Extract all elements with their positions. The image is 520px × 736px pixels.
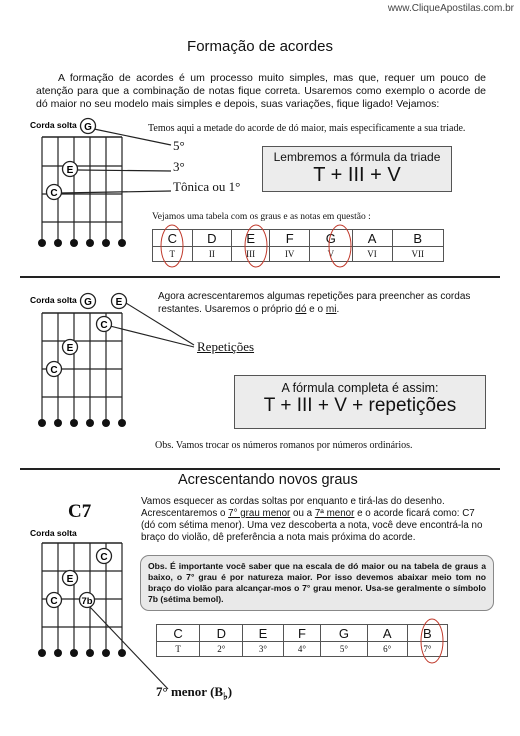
sec3-obs-box: Obs. É importante você saber que na escala de dó maior ou na tabela de graus a baixo, o 7° grau é por natureza maior. Por isso devemos abaixar meio tom no braço do violão para alcançar-mos o 7° grau menor. Usa-se geralmente o símbolo 7b (sétima bemol). [140,555,494,611]
underlined-mi: mi [325,303,337,315]
note-cell: A [352,230,392,247]
note-cell: F [270,230,310,247]
degree-cell: 4° [283,642,321,657]
degree-cell: 6° [367,642,407,657]
table-intro: Vejamos uma tabela com os graus e as notas em questão : [152,212,371,222]
sec2-obs: Obs. Vamos trocar os números romanos por números ordinários. [155,440,413,451]
degree-cell: 2° [200,642,243,657]
underlined-do: dó [295,303,307,315]
label-tonic: Tônica ou 1° [173,179,241,194]
sec3-paragraph: Vamos esquecer as cordas soltas por enquanto e tirá-las do desenho. Acrescentaremos o 7° grau menor ou a 7ª menor e o acorde ficará como: C7 (dó com sétima menor). Uma vez descoberta a nota, você deve encontrá-la no braço do violão, dê preferência a nota mais próxima do acorde. [141,496,483,543]
triad-formula-title: Lembremos a fórmula da triade [273,150,441,164]
sec1-desc: Temos aqui a metade do acorde de dó maior, mais especificamente a sua triade. [148,123,466,134]
seventh-minor-caption: 7° menor $(B_♭)$ [156,684,233,703]
table1-highlight-ovals [152,222,452,268]
degree-cell: IV [270,247,310,262]
note-cell: D [200,625,243,642]
page-title: Formação de acordes [187,38,333,55]
corda-solta-label: Corda solta [30,528,77,538]
note-cell: A [367,625,407,642]
degree-cell: 7° [407,642,447,657]
site-url: www.CliqueApostilas.com.br [387,3,514,14]
note-cell: D [192,230,232,247]
note-dot-e-top: E [115,297,123,308]
notes-table-2 [156,624,448,657]
note-dot-g: G [84,122,92,133]
note-dot-7b: 7b [81,596,93,607]
sec3-heading: Acrescentando novos graus [178,472,358,488]
note-cell: F [283,625,321,642]
note-dot-e: E [66,343,74,354]
chord-name: C7 [68,501,92,522]
triad-formula-box [262,146,452,192]
divider [20,276,500,278]
note-dot-c-top: C [100,320,108,331]
label-5th: 5° [173,138,185,153]
intro-paragraph: A formação de acordes é um processo muito simples, mas que, requer um pouco de atenção para que a combinação de notas fique correta. Usaremos como exemplo o acorde de dó maior no seu modelo mais simples e depois, suas variações, fique ligado! Vejamos: [36,72,486,110]
note-cell: B [407,625,447,642]
full-formula-box [234,375,486,429]
triad-formula: T + III + V [313,164,401,186]
note-dot-c: C [50,365,58,376]
note-cell: E [232,230,270,247]
corda-solta-label: Corda solta [30,120,77,130]
full-formula: T + III + V + repetições [263,395,457,416]
divider [20,468,500,470]
repeticoes-label: Repetições [197,339,255,354]
note-dot-c-top: C [100,552,108,563]
note-dot-e: E [66,165,74,176]
degree-cell: T [157,642,200,657]
degree-cell: 5° [321,642,367,657]
degree-cell: VII [392,247,443,262]
note-cell: C [153,230,193,247]
note-cell: B [392,230,443,247]
corda-solta-label: Corda solta [30,295,77,305]
degree-cell: T [153,247,193,262]
note-cell: G [310,230,352,247]
degree-cell: III [232,247,270,262]
note-dot-g: G [84,297,92,308]
note-cell: C [157,625,200,642]
degree-cell: V [310,247,352,262]
degree-cell: VI [352,247,392,262]
note-dot-c: C [50,188,58,199]
note-cell: E [243,625,283,642]
table2-highlight-oval [412,615,452,665]
degree-cell: 3° [243,642,283,657]
full-formula-title: A fórmula completa é assim: [281,381,439,395]
sec2-desc: Agora acrescentaremos algumas repetições para preencher as cordas restantes. Usaremos o próprio dó e o mi. [158,291,471,315]
degree-cell: II [192,247,232,262]
note-cell: G [321,625,367,642]
note-dot-c: C [50,596,58,607]
label-3rd: 3° [173,159,185,174]
note-dot-e: E [66,574,74,585]
